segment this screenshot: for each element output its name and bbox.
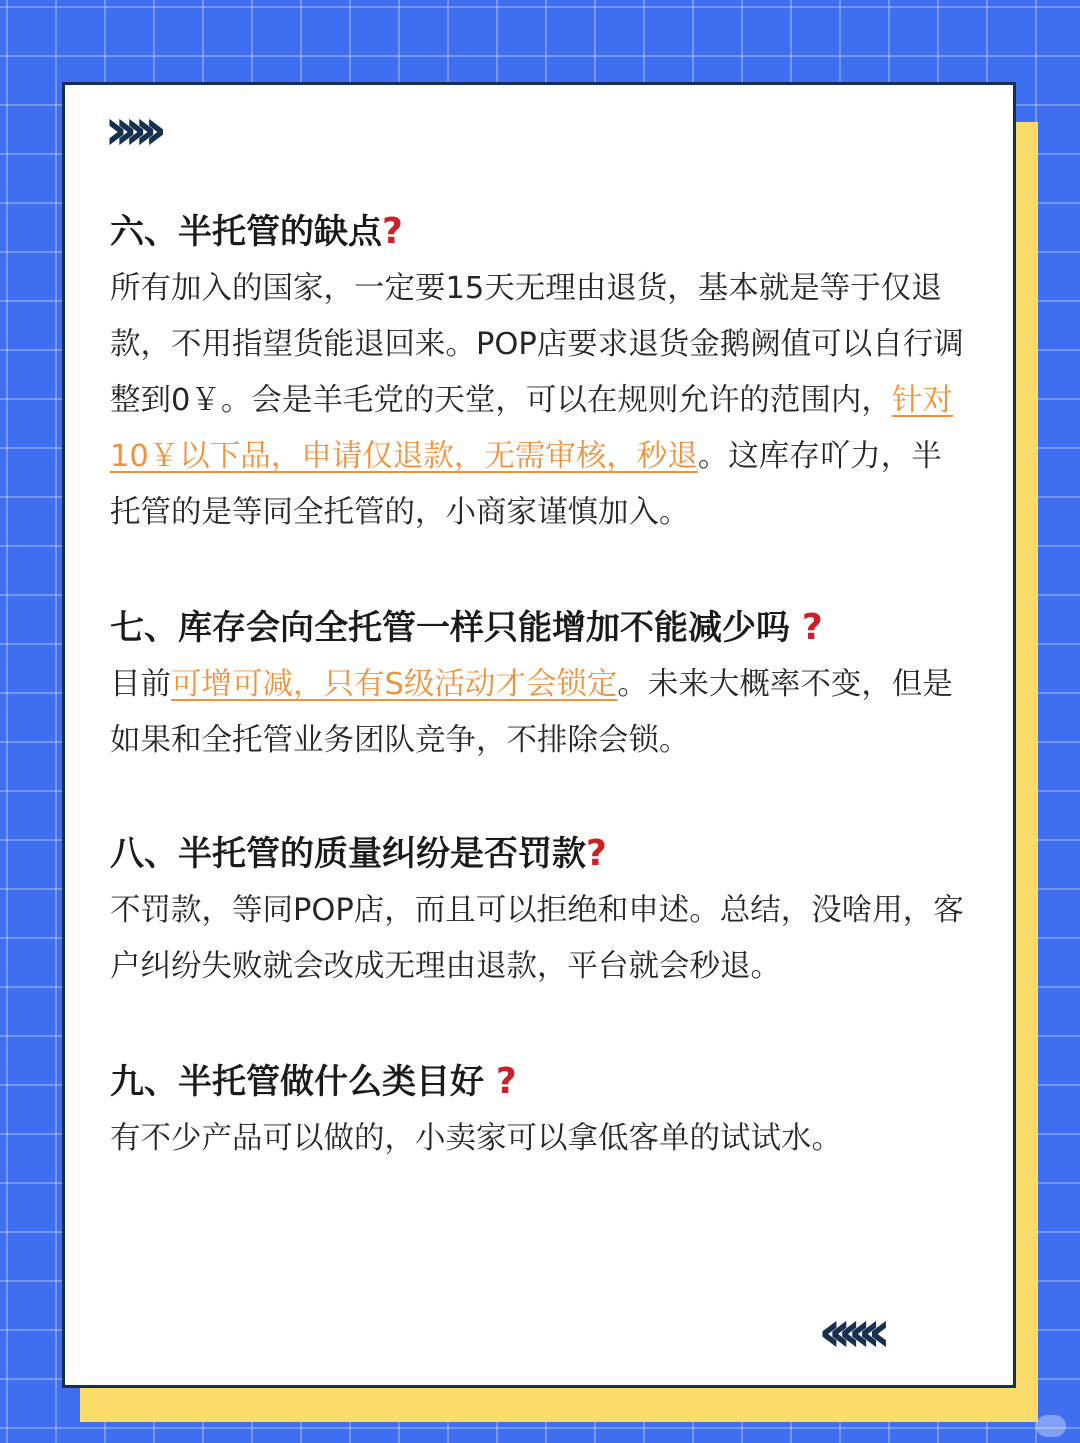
section-7 [110, 601, 980, 769]
section-6 [110, 205, 980, 541]
chevrons-right-icon: ››››› [104, 95, 154, 163]
question-mark-icon: ? [382, 211, 403, 252]
article-content [110, 205, 980, 1167]
section-8-title: 八、半托管的质量纠纷是否罚款? [110, 833, 607, 874]
section-9-text: 有不少产品可以做的，小卖家可以拿低客单的试试水。 [110, 1121, 842, 1156]
question-mark-icon: ? [586, 833, 607, 874]
section-9-title: 九、半托管做什么类目好 ? [110, 1061, 517, 1102]
section-7-title: 七、库存会向全托管一样只能增加不能减少吗 ? [110, 607, 823, 648]
chevrons-left-icon: ‹‹‹‹‹‹ [818, 1297, 878, 1365]
section-8 [110, 827, 980, 995]
section-6-highlight: 针对10￥以下品，申请仅退款，无需审核，秒退 [110, 383, 953, 474]
section-8-text: 不罚款，等同POP店，而且可以拒绝和申述。总结，没啥用，客户纠纷失败就会改成无理由退款，平台就会秒退。 [110, 893, 964, 984]
section-7-highlight: 可增可减，只有S级活动才会锁定 [171, 667, 618, 702]
section-6-title: 六、半托管的缺点? [110, 211, 403, 252]
question-mark-icon: ? [495, 1061, 517, 1102]
section-7-text: 目前可增可减，只有S级活动才会锁定。未来大概率不变，但是如果和全托管业务团队竞争，不排除会锁。 [110, 667, 953, 758]
watermark-badge [1036, 1415, 1066, 1437]
question-mark-icon: ? [801, 607, 823, 648]
section-6-text: 所有加入的国家，一定要15天无理由退货，基本就是等于仅退款，不用指望货能退回来。POP店要求退货金鹅阙值可以自行调整到0￥。会是羊毛党的天堂，可以在规则允许的范围内，针对10￥以下品，申请仅退款，无需审核，秒退。这库存吖力，半托管的是等同全托管的，小商家谨慎加入。 [110, 271, 964, 530]
section-9 [110, 1055, 980, 1167]
